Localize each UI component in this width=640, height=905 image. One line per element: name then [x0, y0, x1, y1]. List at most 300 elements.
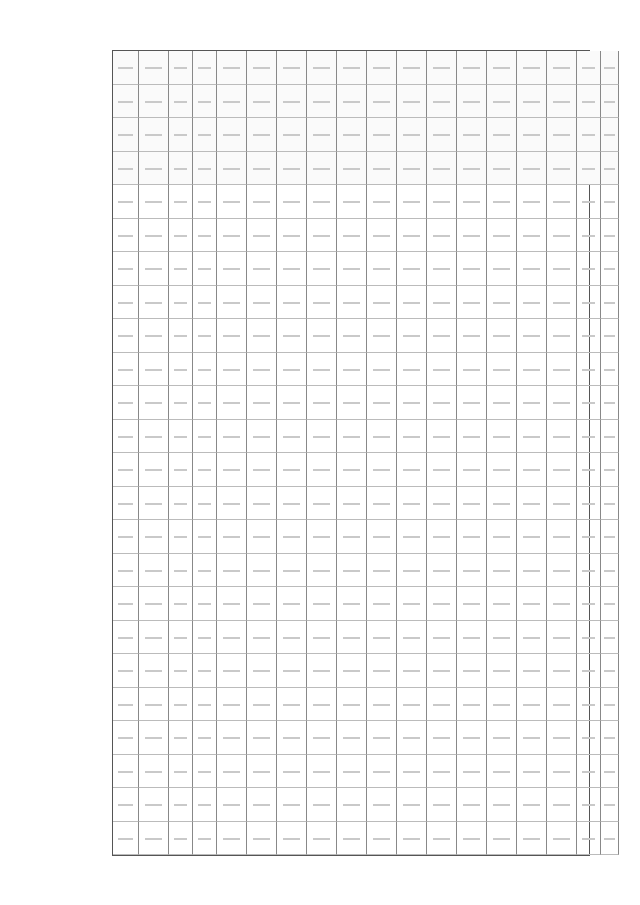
unreadable-text-placeholder: [253, 503, 270, 505]
table-cell: [337, 654, 367, 688]
table-cell: [487, 319, 517, 353]
table-cell: [367, 788, 397, 822]
unreadable-text-placeholder: [553, 168, 570, 170]
table-cell: [547, 185, 577, 219]
table-cell: [169, 85, 193, 119]
unreadable-text-placeholder: [523, 268, 540, 270]
unreadable-text-placeholder: [283, 670, 300, 672]
table-cell: [169, 319, 193, 353]
unreadable-text-placeholder: [553, 737, 570, 739]
unreadable-text-placeholder: [198, 168, 212, 170]
unreadable-text-placeholder: [582, 603, 596, 605]
unreadable-text-placeholder: [198, 570, 212, 572]
unreadable-text-placeholder: [283, 704, 300, 706]
table-cell: [577, 621, 601, 655]
unreadable-text-placeholder: [283, 436, 300, 438]
unreadable-text-placeholder: [174, 804, 188, 806]
unreadable-text-placeholder: [223, 101, 240, 103]
unreadable-text-placeholder: [253, 838, 270, 840]
table-cell: [397, 453, 427, 487]
table-cell: [307, 353, 337, 387]
table-cell: [601, 788, 619, 822]
unreadable-text-placeholder: [145, 469, 162, 471]
unreadable-text-placeholder: [582, 469, 596, 471]
unreadable-text-placeholder: [313, 201, 330, 203]
unreadable-text-placeholder: [433, 737, 450, 739]
unreadable-text-placeholder: [582, 201, 596, 203]
table-cell: [367, 554, 397, 588]
unreadable-text-placeholder: [313, 603, 330, 605]
unreadable-text-placeholder: [343, 637, 360, 639]
table-cell: [247, 520, 277, 554]
table-cell: [247, 654, 277, 688]
table-cell: [487, 654, 517, 688]
table-cell: [427, 386, 457, 420]
unreadable-text-placeholder: [198, 503, 212, 505]
table-cell: [487, 252, 517, 286]
table-cell: [139, 386, 169, 420]
unreadable-text-placeholder: [223, 603, 240, 605]
unreadable-text-placeholder: [118, 670, 133, 672]
unreadable-text-placeholder: [604, 235, 614, 237]
table-cell: [547, 453, 577, 487]
unreadable-text-placeholder: [463, 603, 480, 605]
unreadable-text-placeholder: [582, 670, 596, 672]
table-cell: [277, 319, 307, 353]
table-cell: [457, 587, 487, 621]
table-cell: [487, 219, 517, 253]
table-cell: [247, 554, 277, 588]
unreadable-text-placeholder: [283, 804, 300, 806]
unreadable-text-placeholder: [523, 603, 540, 605]
unreadable-text-placeholder: [523, 804, 540, 806]
table-cell: [577, 85, 601, 119]
unreadable-text-placeholder: [403, 168, 420, 170]
table-cell: [139, 755, 169, 789]
unreadable-text-placeholder: [373, 369, 390, 371]
table-cell: [577, 822, 601, 856]
table-cell: [139, 621, 169, 655]
unreadable-text-placeholder: [174, 101, 188, 103]
table-cell: [601, 51, 619, 85]
unreadable-text-placeholder: [403, 637, 420, 639]
unreadable-text-placeholder: [223, 838, 240, 840]
unreadable-text-placeholder: [118, 268, 133, 270]
unreadable-text-placeholder: [373, 235, 390, 237]
unreadable-text-placeholder: [174, 771, 188, 773]
unreadable-text-placeholder: [553, 570, 570, 572]
unreadable-text-placeholder: [553, 134, 570, 136]
table-cell: [307, 554, 337, 588]
table-cell: [427, 286, 457, 320]
table-cell: [397, 286, 427, 320]
table-cell: [367, 85, 397, 119]
unreadable-text-placeholder: [253, 134, 270, 136]
unreadable-text-placeholder: [145, 570, 162, 572]
table-cell: [247, 453, 277, 487]
unreadable-text-placeholder: [253, 402, 270, 404]
table-cell: [487, 85, 517, 119]
table-cell: [113, 219, 139, 253]
table-cell: [487, 788, 517, 822]
unreadable-text-placeholder: [253, 235, 270, 237]
table-cell: [113, 587, 139, 621]
table-cell: [277, 822, 307, 856]
table-cell: [169, 688, 193, 722]
unreadable-text-placeholder: [582, 67, 596, 69]
table-cell: [547, 788, 577, 822]
unreadable-text-placeholder: [523, 302, 540, 304]
unreadable-text-placeholder: [198, 637, 212, 639]
unreadable-text-placeholder: [373, 737, 390, 739]
table-cell: [577, 520, 601, 554]
unreadable-text-placeholder: [433, 771, 450, 773]
table-cell: [397, 85, 427, 119]
unreadable-text-placeholder: [493, 603, 510, 605]
unreadable-text-placeholder: [433, 168, 450, 170]
table-cell: [517, 822, 547, 856]
table-cell: [487, 420, 517, 454]
table-cell: [113, 554, 139, 588]
table-cell: [169, 386, 193, 420]
unreadable-text-placeholder: [463, 67, 480, 69]
table-cell: [547, 554, 577, 588]
table-cell: [427, 453, 457, 487]
table-cell: [427, 185, 457, 219]
unreadable-text-placeholder: [582, 637, 596, 639]
table-cell: [397, 219, 427, 253]
table-cell: [139, 118, 169, 152]
table-cell: [193, 654, 217, 688]
table-cell: [367, 520, 397, 554]
table-cell: [277, 721, 307, 755]
table-cell: [247, 219, 277, 253]
table-cell: [367, 51, 397, 85]
unreadable-text-placeholder: [253, 570, 270, 572]
unreadable-text-placeholder: [493, 101, 510, 103]
table-cell: [169, 721, 193, 755]
table-cell: [337, 755, 367, 789]
table-cell: [277, 386, 307, 420]
table-cell: [307, 386, 337, 420]
unreadable-text-placeholder: [373, 268, 390, 270]
table-cell: [367, 654, 397, 688]
table-cell: [427, 152, 457, 186]
unreadable-text-placeholder: [283, 469, 300, 471]
table-cell: [169, 453, 193, 487]
table-cell: [113, 721, 139, 755]
unreadable-text-placeholder: [463, 369, 480, 371]
table-cell: [139, 554, 169, 588]
unreadable-text-placeholder: [223, 704, 240, 706]
table-cell: [337, 554, 367, 588]
unreadable-text-placeholder: [493, 637, 510, 639]
unreadable-text-placeholder: [313, 268, 330, 270]
table-cell: [517, 286, 547, 320]
table-cell: [397, 152, 427, 186]
unreadable-text-placeholder: [523, 637, 540, 639]
table-cell: [427, 219, 457, 253]
unreadable-text-placeholder: [553, 503, 570, 505]
unreadable-text-placeholder: [433, 436, 450, 438]
unreadable-text-placeholder: [523, 503, 540, 505]
table-cell: [139, 453, 169, 487]
table-cell: [277, 520, 307, 554]
table-cell: [193, 520, 217, 554]
table-cell: [337, 353, 367, 387]
table-cell: [397, 755, 427, 789]
unreadable-text-placeholder: [253, 704, 270, 706]
unreadable-text-placeholder: [198, 101, 212, 103]
unreadable-text-placeholder: [403, 402, 420, 404]
unreadable-text-placeholder: [403, 302, 420, 304]
unreadable-text-placeholder: [373, 101, 390, 103]
unreadable-text-placeholder: [604, 570, 614, 572]
unreadable-text-placeholder: [283, 201, 300, 203]
table-cell: [113, 85, 139, 119]
table-cell: [139, 487, 169, 521]
table-cell: [139, 654, 169, 688]
table-cell: [457, 319, 487, 353]
unreadable-text-placeholder: [433, 503, 450, 505]
table-cell: [307, 487, 337, 521]
table-cell: [547, 252, 577, 286]
table-cell: [277, 219, 307, 253]
unreadable-text-placeholder: [373, 201, 390, 203]
unreadable-text-placeholder: [553, 268, 570, 270]
table-cell: [367, 152, 397, 186]
unreadable-text-placeholder: [253, 201, 270, 203]
table-cell: [217, 822, 247, 856]
unreadable-text-placeholder: [253, 335, 270, 337]
table-cell: [517, 554, 547, 588]
table-cell: [307, 654, 337, 688]
table-cell: [217, 252, 247, 286]
unreadable-text-placeholder: [198, 704, 212, 706]
table-cell: [193, 721, 217, 755]
table-cell: [487, 621, 517, 655]
table-cell: [367, 621, 397, 655]
unreadable-text-placeholder: [313, 804, 330, 806]
unreadable-text-placeholder: [313, 369, 330, 371]
unreadable-text-placeholder: [523, 570, 540, 572]
unreadable-text-placeholder: [604, 302, 614, 304]
table-cell: [217, 185, 247, 219]
unreadable-text-placeholder: [145, 168, 162, 170]
table-cell: [247, 386, 277, 420]
rotated-budget-table: [112, 50, 590, 856]
table-cell: [247, 721, 277, 755]
table-cell: [547, 420, 577, 454]
table-cell: [169, 420, 193, 454]
unreadable-text-placeholder: [523, 101, 540, 103]
unreadable-text-placeholder: [145, 637, 162, 639]
table-cell: [487, 721, 517, 755]
table-cell: [487, 520, 517, 554]
unreadable-text-placeholder: [582, 302, 596, 304]
table-cell: [307, 219, 337, 253]
table-cell: [601, 353, 619, 387]
table-cell: [547, 755, 577, 789]
table-cell: [577, 386, 601, 420]
table-cell: [457, 252, 487, 286]
unreadable-text-placeholder: [582, 838, 596, 840]
table-cell: [601, 587, 619, 621]
unreadable-text-placeholder: [145, 402, 162, 404]
unreadable-text-placeholder: [523, 436, 540, 438]
table-cell: [277, 554, 307, 588]
unreadable-text-placeholder: [198, 469, 212, 471]
table-cell: [139, 587, 169, 621]
table-cell: [397, 554, 427, 588]
unreadable-text-placeholder: [283, 637, 300, 639]
unreadable-text-placeholder: [433, 201, 450, 203]
unreadable-text-placeholder: [283, 570, 300, 572]
table-cell: [487, 688, 517, 722]
unreadable-text-placeholder: [493, 469, 510, 471]
unreadable-text-placeholder: [174, 570, 188, 572]
table-cell: [139, 520, 169, 554]
unreadable-text-placeholder: [118, 302, 133, 304]
unreadable-text-placeholder: [145, 101, 162, 103]
unreadable-text-placeholder: [223, 771, 240, 773]
table-cell: [427, 654, 457, 688]
table-cell: [367, 319, 397, 353]
unreadable-text-placeholder: [373, 302, 390, 304]
table-cell: [547, 587, 577, 621]
unreadable-text-placeholder: [493, 838, 510, 840]
unreadable-text-placeholder: [174, 603, 188, 605]
table-cell: [307, 688, 337, 722]
table-cell: [517, 85, 547, 119]
unreadable-text-placeholder: [373, 670, 390, 672]
unreadable-text-placeholder: [223, 268, 240, 270]
unreadable-text-placeholder: [463, 804, 480, 806]
table-cell: [337, 286, 367, 320]
unreadable-text-placeholder: [553, 335, 570, 337]
unreadable-text-placeholder: [283, 771, 300, 773]
unreadable-text-placeholder: [433, 235, 450, 237]
unreadable-text-placeholder: [145, 268, 162, 270]
unreadable-text-placeholder: [343, 235, 360, 237]
unreadable-text-placeholder: [373, 503, 390, 505]
table-cell: [577, 286, 601, 320]
table-cell: [337, 822, 367, 856]
unreadable-text-placeholder: [223, 570, 240, 572]
table-cell: [547, 487, 577, 521]
table-cell: [337, 621, 367, 655]
unreadable-text-placeholder: [433, 469, 450, 471]
table-cell: [601, 420, 619, 454]
unreadable-text-placeholder: [403, 235, 420, 237]
unreadable-text-placeholder: [343, 536, 360, 538]
table-cell: [113, 51, 139, 85]
table-cell: [577, 721, 601, 755]
table-cell: [367, 487, 397, 521]
unreadable-text-placeholder: [313, 168, 330, 170]
table-cell: [601, 386, 619, 420]
unreadable-text-placeholder: [373, 335, 390, 337]
unreadable-text-placeholder: [223, 168, 240, 170]
table-cell: [169, 51, 193, 85]
table-cell: [247, 252, 277, 286]
table-cell: [577, 688, 601, 722]
table-cell: [277, 353, 307, 387]
unreadable-text-placeholder: [433, 369, 450, 371]
unreadable-text-placeholder: [463, 771, 480, 773]
table-cell: [367, 185, 397, 219]
unreadable-text-placeholder: [313, 436, 330, 438]
unreadable-text-placeholder: [604, 335, 614, 337]
table-cell: [577, 252, 601, 286]
table-cell: [547, 353, 577, 387]
table-cell: [601, 185, 619, 219]
unreadable-text-placeholder: [313, 704, 330, 706]
unreadable-text-placeholder: [174, 268, 188, 270]
table-cell: [277, 185, 307, 219]
table-cell: [601, 721, 619, 755]
table-cell: [169, 788, 193, 822]
unreadable-text-placeholder: [604, 436, 614, 438]
unreadable-text-placeholder: [433, 101, 450, 103]
table-cell: [517, 453, 547, 487]
unreadable-text-placeholder: [433, 603, 450, 605]
table-cell: [577, 353, 601, 387]
unreadable-text-placeholder: [198, 436, 212, 438]
unreadable-text-placeholder: [198, 603, 212, 605]
unreadable-text-placeholder: [604, 268, 614, 270]
unreadable-text-placeholder: [553, 670, 570, 672]
unreadable-text-placeholder: [343, 838, 360, 840]
table-cell: [337, 688, 367, 722]
table-cell: [169, 219, 193, 253]
table-cell: [277, 51, 307, 85]
table-cell: [367, 386, 397, 420]
table-cell: [427, 788, 457, 822]
table-cell: [577, 219, 601, 253]
unreadable-text-placeholder: [283, 603, 300, 605]
table-cell: [457, 386, 487, 420]
table-cell: [517, 755, 547, 789]
table-cell: [169, 520, 193, 554]
unreadable-text-placeholder: [403, 536, 420, 538]
unreadable-text-placeholder: [343, 704, 360, 706]
unreadable-text-placeholder: [283, 335, 300, 337]
table-cell: [601, 688, 619, 722]
table-cell: [601, 453, 619, 487]
unreadable-text-placeholder: [433, 134, 450, 136]
table-cell: [457, 520, 487, 554]
table-grid: [112, 50, 590, 856]
table-cell: [247, 822, 277, 856]
unreadable-text-placeholder: [145, 603, 162, 605]
unreadable-text-placeholder: [253, 469, 270, 471]
unreadable-text-placeholder: [493, 369, 510, 371]
table-cell: [577, 654, 601, 688]
unreadable-text-placeholder: [223, 302, 240, 304]
unreadable-text-placeholder: [604, 67, 614, 69]
table-cell: [193, 286, 217, 320]
table-cell: [547, 286, 577, 320]
unreadable-text-placeholder: [198, 302, 212, 304]
table-cell: [367, 118, 397, 152]
unreadable-text-placeholder: [553, 436, 570, 438]
table-cell: [337, 788, 367, 822]
table-cell: [247, 420, 277, 454]
unreadable-text-placeholder: [493, 570, 510, 572]
table-cell: [277, 688, 307, 722]
table-cell: [577, 487, 601, 521]
